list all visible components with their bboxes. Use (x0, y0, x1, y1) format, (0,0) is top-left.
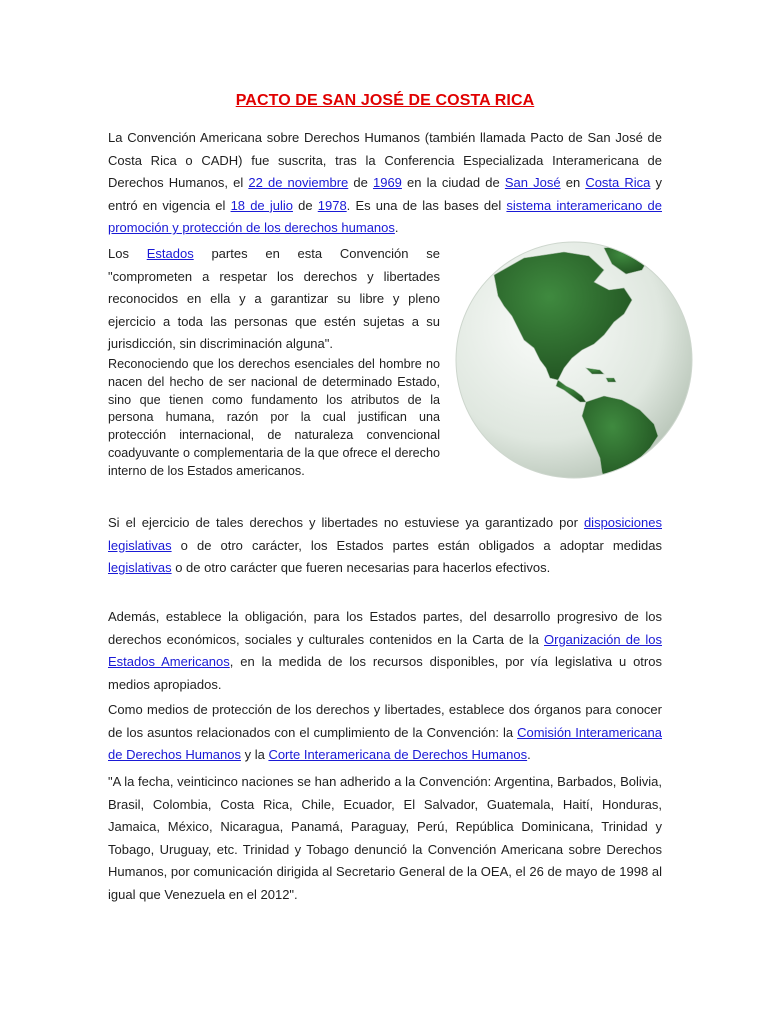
link-corte-idh[interactable]: Corte Interamericana de Derechos Humanos (268, 747, 528, 763)
text: Los (108, 246, 147, 261)
link-san-jose[interactable]: San José (504, 175, 561, 191)
paragraph-adheridos: "A la fecha, veinticinco naciones se han adherido a la Convención: Argentina, Barbados, Bolivia, Brasil, Colombia, Costa Rica, Chile, Ecuador, El Salvador, Guatemala, Haití, Honduras, Jamaica, México, Nicaragua, Panamá, Paraguay, Perú, República Dominicana, Trinidad y Tobago, Uruguay, etc. Trinidad y Tobago denunció la Convención Americana sobre Derechos Humanos, por comunicación dirigida al Secretario General de la OEA, el 26 de mayo de 1998 al igual que Venezuela en el 2012". (108, 774, 662, 902)
link-year-1978[interactable]: 1978 (317, 197, 347, 213)
text: y la (240, 747, 269, 763)
paragraph-intro (108, 127, 662, 240)
link-year-1969[interactable]: 1969 (372, 175, 402, 191)
text: . Es una de las bases del (346, 197, 507, 213)
paragraph-organos (108, 699, 662, 767)
link-sistema-interamericano[interactable]: sistema interamericano de promoción y protección de los derechos humanos (108, 197, 662, 236)
text: de (292, 197, 318, 213)
text: Además, establece la obligación, para los Estados partes, del desarrollo progresivo de los derechos económicos, sociales y culturales contenidos en la Carta de la (108, 609, 662, 647)
paragraph-ejercicio (108, 512, 662, 580)
text: partes en esta Convención se "comprometen a respetar los derechos y libertades reconocidos en ella y a garantizar su libre y pleno ejercicio a toda las personas que estén sujetas a su jurisdicción, sin discriminación alguna". (108, 246, 441, 352)
text: Si el ejercicio de tales derechos y libertades no estuviese ya garantizado por (108, 515, 584, 530)
page-title: PACTO DE SAN JOSÉ DE COSTA RICA (235, 92, 535, 109)
text: La Convención Americana sobre Derechos Humanos (también llamada Pacto de San José de Costa Rica o CADH) fue suscrita, tras la Conferencia Especializada Interamericana de Derechos Humanos, el (108, 130, 662, 191)
link-comision-idh[interactable]: Comisión Interamericana de Derechos Humanos (108, 724, 662, 763)
link-costa-rica[interactable]: Costa Rica (585, 175, 651, 191)
text: o de otro carácter que fueren necesarias para hacerlos efectivos. (171, 560, 551, 576)
link-18-julio[interactable]: 18 de julio (230, 197, 293, 213)
link-estados[interactable]: Estados (146, 246, 194, 261)
text: en (560, 175, 586, 191)
paragraph-reconociendo: Reconociendo que los derechos esenciales del hombre no nacen del hecho de ser nacional de determinado Estado, sino que tienen como fundamento los atributos de la persona humana, razón por la cual justifican una protección internacional, de naturaleza convencional coadyuvante o complementaria de la que ofrece el derecho interno de los Estados americanos. (108, 357, 440, 478)
link-date[interactable]: 22 de noviembre (248, 175, 349, 191)
text: de (348, 175, 373, 191)
text: en la ciudad de (401, 175, 505, 191)
link-disposiciones-legislativas[interactable]: disposiciones legislativas (108, 515, 662, 553)
paragraph-estados (108, 243, 440, 356)
paragraph-ademas (108, 606, 662, 696)
americas-globe-image (454, 240, 694, 480)
text: , en la medida de los recursos disponibles, por vía legislativa u otros medios apropiados. (108, 654, 662, 692)
text: . (394, 220, 399, 236)
text: o de otro carácter, los Estados partes están obligados a adoptar medidas (171, 537, 662, 553)
text: Como medios de protección de los derechos y libertades, establece dos órganos para conocer de los asuntos relacionados con el cumplimiento de la Convención: la (108, 702, 662, 740)
link-oea[interactable]: Organización de los Estados Americanos (108, 631, 662, 670)
text: . (527, 747, 531, 763)
link-legislativas[interactable]: legislativas (108, 560, 172, 576)
text: y entró en vigencia el (108, 175, 663, 213)
